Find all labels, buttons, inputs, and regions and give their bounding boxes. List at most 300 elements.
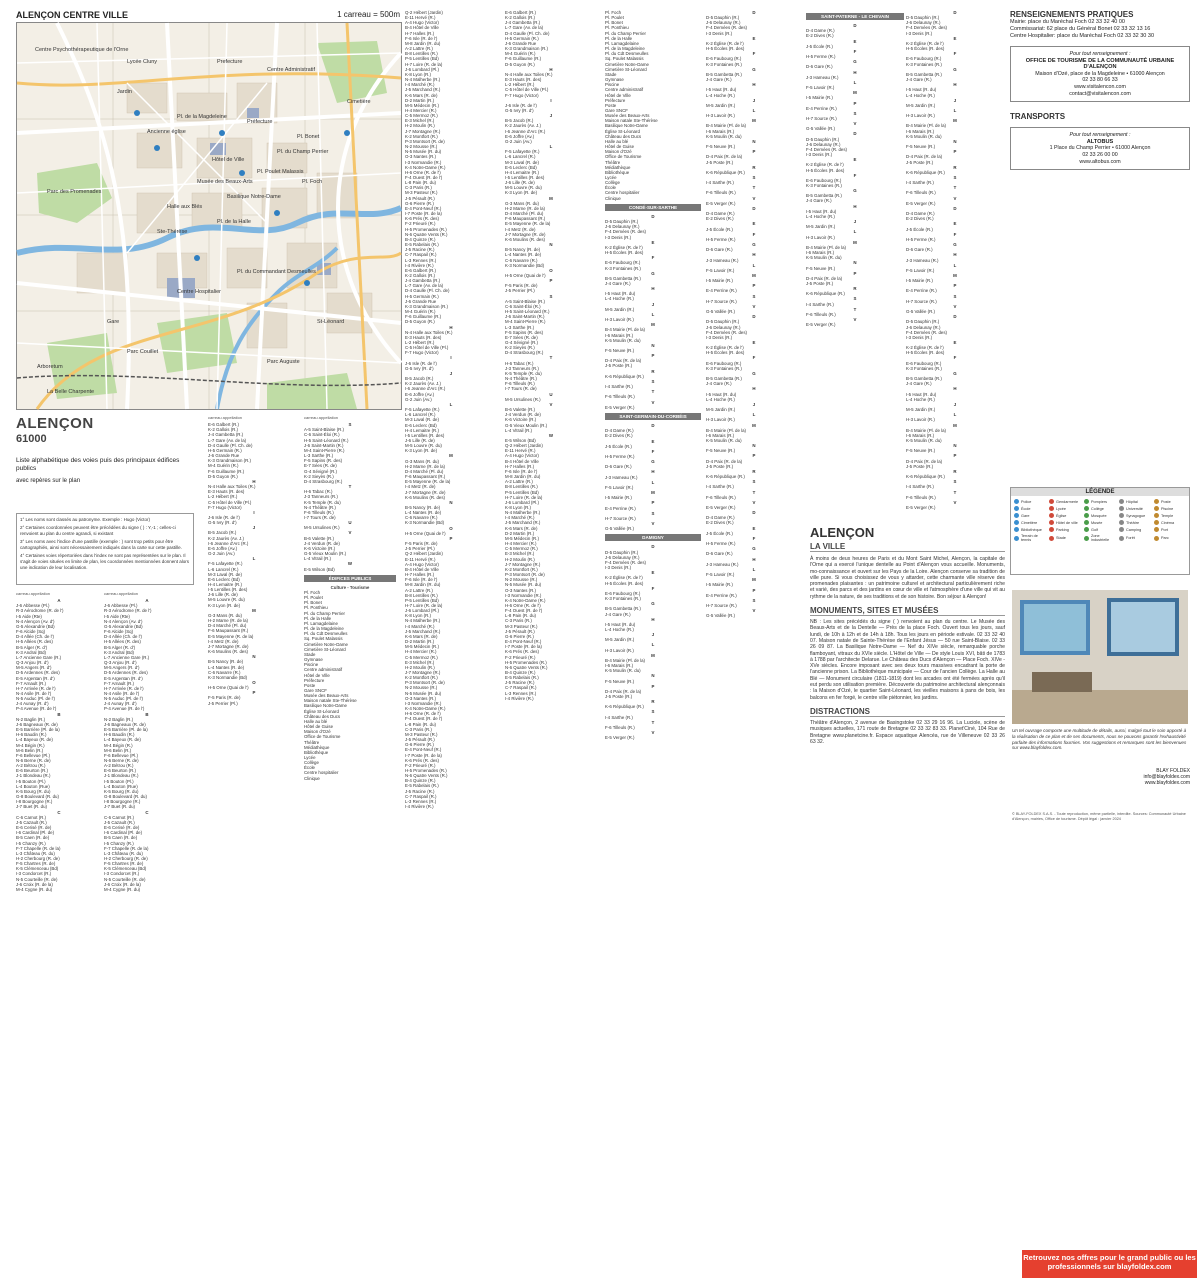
index-entry: J-7 Montagne (R.)	[505, 561, 541, 567]
index-entry: Basilique Notre-Dame	[605, 123, 648, 129]
index-entry: E-5 Argentan (R. d')	[104, 675, 143, 681]
index-letter: S	[651, 709, 655, 715]
index-entry: F-2 Prieuré (R.)	[405, 762, 436, 768]
index-entry: H-7 Source (R.)	[706, 602, 737, 608]
index-entry: J-6 Grande Rue	[208, 453, 240, 459]
index-entry: K-2 Montfort (R.)	[505, 566, 538, 572]
index-entry: O-3 Nantes (R.)	[505, 587, 536, 593]
index-entry: K-2 Église (R. de l')	[806, 162, 844, 168]
index-entry: F-4 Demées (R. des)	[706, 329, 747, 335]
map-label: Préfecture	[247, 119, 273, 125]
index-entry: Pl. Poulet	[605, 15, 624, 21]
index-letter: V	[953, 195, 957, 201]
index-letter: F	[953, 51, 957, 57]
index-entry: K-2 Église (R. de l')	[906, 40, 944, 46]
index-letter: J	[752, 401, 756, 407]
index-letter: B	[57, 711, 61, 717]
index-letter: J	[449, 370, 453, 376]
index-entry: P-3 Montsort (R. de)	[505, 572, 545, 578]
index-letter: I	[450, 355, 452, 361]
index-entry: J-5 Poste (R.)	[906, 463, 934, 469]
index-entry: Centre administratif	[605, 87, 644, 93]
index-entry: J-5 École (R.)	[806, 43, 833, 49]
index-entry: K-3 Normandie (Bd)	[405, 520, 445, 526]
legend-symbol-icon	[1049, 536, 1054, 541]
index-column-9	[806, 10, 904, 520]
index-entry: I-5 Mairie (R.)	[605, 495, 632, 501]
index-entry: F-6 Tilleuls (R.)	[605, 394, 635, 400]
index-entry: K-6 Mars (R. de)	[405, 92, 438, 98]
index-entry: Château des Ducs	[605, 133, 642, 139]
transports-address: 1 Place du Champ Perrier • 61000 Alençon	[1049, 145, 1151, 152]
index-entry: N-4 Asile (R. de l')	[104, 690, 140, 696]
index-entry: N-6 Quatre Vents (R.)	[405, 231, 448, 237]
index-entry: H-5 Ferme (R.)	[806, 54, 836, 60]
index-letter: D	[853, 131, 857, 137]
index-entry: M-4 Bégin (R.)	[104, 742, 133, 748]
index-letter: M	[953, 272, 957, 278]
index-entry: F-6 Guillaume (R.)	[208, 468, 245, 474]
index-entry: Centre administratif	[304, 667, 343, 673]
index-entry: B-4 Hôtel de Ville	[505, 458, 539, 464]
index-entry: D-4 Paix (R. de la)	[605, 688, 642, 694]
index-entry: D-4 Allée (Ch. de l')	[16, 634, 54, 640]
paragraph-la-ville: À moins de deux heures de Paris et du Mont Saint Michel, Alençon, la capitale de l'Orne qui a exercé l'unique dentelle au Point d'Alençon vous accueille. Monuments, mo-connaissance et ouvert sur les Pays de la Loire. Alençon conserve sa tradition de ville pure. Si vous choisissez de vous y attarder, cette charmante ville réserve des promenades plaisantes : un patrimoine culturel et architectural particulièrement riche et varié, des parcs et des jardins en cœur de ville et l'atmosphère d'une ville qui vit au rythme de la nature, de ses traditions et de son histoire. Bon séjour à Alençon!	[810, 556, 1005, 600]
legend-label: Gendarmerie	[1056, 499, 1079, 504]
index-letter: F	[651, 255, 655, 261]
index-entry: I-6 Marais (R.)	[906, 432, 935, 438]
index-entry: J-6 Lombard (Pl.)	[505, 499, 539, 505]
index-entry: I-6 Jeanne d'Arc (R.)	[208, 540, 249, 546]
index-entry: J-5 Cazault (R.)	[104, 819, 135, 825]
index-entry: B-5 Nancy (R. de)	[505, 247, 541, 253]
index-letter: A	[57, 598, 61, 604]
index-entry: J-4 Gare (R.)	[706, 381, 732, 387]
index-entry: J-5 Perrier (Pl.)	[505, 288, 535, 294]
index-entry: B-8 Lentilles (R.)	[405, 51, 438, 57]
index-entry: M-5 Jardin (R.)	[706, 102, 736, 108]
index-letter: E	[853, 38, 857, 44]
index-entry: K-6 République (R.)	[806, 291, 845, 297]
index-letter: G	[853, 59, 857, 65]
tourisme-email[interactable]: contact@visitalencon.com	[1069, 90, 1131, 97]
map-label: Musée des Beaux-Arts	[197, 179, 253, 185]
index-entry: A-2 Bétrou (R.)	[104, 763, 134, 769]
transports-phone: 02 33 26 00 00	[1082, 151, 1118, 158]
map-label: Pl. Foch	[302, 179, 323, 185]
index-entry: Maison natale Ste-Thérèse	[605, 118, 658, 124]
index-entry: J-5 Perrier (Pl.)	[208, 700, 238, 706]
index-entry: L-4 Vitrail (R.)	[505, 427, 532, 433]
index-entry: J-6 Delaunay (R.)	[706, 20, 741, 26]
index-entry: D-4 Gaulle (Pl. Ch. de)	[208, 442, 253, 448]
advert-banner[interactable]: Retrouvez nos offres pour le grand public ou les professionnels sur blayfoldex.com	[1022, 1250, 1197, 1278]
index-entry: J-6 Delaunay (R.)	[906, 324, 941, 330]
index-entry: Pl. Bonet	[605, 20, 623, 26]
index-letter: G	[752, 242, 756, 248]
index-entry: H-7 Loire (R. de la)	[505, 494, 543, 500]
index-entry: E-11 Hervé (R.)	[505, 448, 536, 454]
index-entry: L-4 Hoche (R.)	[906, 396, 935, 402]
index-entry: I-3 Condorcet (R.)	[16, 871, 52, 877]
index-entry: H-6 Baudin (R.)	[16, 732, 47, 738]
index-entry: K-2 Gallois (R.)	[208, 427, 239, 433]
index-entry: C-6 Carnot (R.)	[16, 814, 47, 820]
legend-item	[1014, 513, 1046, 518]
index-entry: N-4 Halle aux Toiles (R.)	[208, 484, 256, 490]
index-entry: N-4 Malherbe (R.)	[405, 618, 441, 624]
publisher-email[interactable]: info@blayfoldex.com	[1143, 774, 1190, 780]
index-letter: E	[752, 221, 756, 227]
index-letter: J	[953, 401, 957, 407]
tourisme-phone: 02 33 80 66 33	[1082, 77, 1118, 84]
legend-symbol-icon	[1049, 506, 1054, 511]
index-entry: C-5 Hôtel de Ville (Pl.)	[208, 499, 252, 505]
index-entry: K-3 Andral (Bd)	[16, 649, 47, 655]
index-entry: R-3 Aérodrome (R. de l')	[16, 608, 64, 614]
index-entry: D-5 Dauphin (R.)	[706, 15, 740, 21]
index-letter: N	[549, 242, 553, 248]
index-entry: I-6 Cardinal (Pl. de)	[16, 830, 55, 836]
index-entry: J-4 Gare (R.)	[605, 611, 631, 617]
index-entry: F-6 Tilleuls (R.)	[505, 381, 535, 387]
index-entry: E-6 Galbert (R.)	[505, 10, 536, 15]
legend-symbol-icon	[1014, 499, 1019, 504]
index-entry: N-6 Berne (R. de)	[16, 758, 51, 763]
note-4: 4° Certaines voies répertoriées dans l'index ne sont pas représentées sur le plan. Il s'agit de voies situées en limite de plan, les coordonnées mentionnées donnent alors une indication de leur localisation.	[20, 553, 189, 571]
index-entry: B-5 Gambetta (R.)	[706, 71, 742, 77]
index-letter: G	[651, 270, 655, 276]
index-entry: L-4 Nantes (R. de)	[405, 510, 442, 516]
index-entry: M-5 Jardin (R.)	[806, 224, 836, 230]
index-letter: M	[651, 652, 655, 658]
index-letter: P	[752, 283, 756, 289]
index-entry: D-6 Gare (R.)	[706, 551, 733, 557]
index-entry: K-6 République (R.)	[706, 474, 745, 480]
index-entry: B-5 Caen (R. de)	[16, 835, 50, 841]
index-entry: L-4 Bouton (Rue)	[104, 783, 138, 789]
index-entry: C-6 Navarre (R.)	[505, 257, 538, 263]
info-panel	[1010, 10, 1190, 170]
index-entry: F-6 Guillaume (R.)	[505, 56, 542, 62]
legend-item	[1154, 527, 1186, 532]
index-entry: F-5 Chartres (R. de)	[16, 861, 56, 867]
index-entry: F-4 Ouest (R. de l')	[405, 175, 443, 180]
index-entry: D-6 Gare (R.)	[605, 464, 632, 470]
index-entry: Centre hospitalier	[304, 770, 339, 776]
index-entry: C-6 Navarre (R.)	[405, 515, 438, 521]
legend-item	[1154, 534, 1186, 542]
street-list	[16, 598, 102, 892]
legend-grid	[1011, 496, 1189, 545]
index-entry: L-7 Gare (Av. de la)	[405, 283, 444, 289]
index-entry: J-3 Hameau (R.)	[806, 74, 839, 80]
index-entry: J-1 Blondeau (R.)	[104, 773, 139, 779]
index-entry: B-4 Mairie (Pl. de la)	[806, 244, 847, 250]
section-header-damigny: DAMIGNY	[605, 534, 701, 541]
index-entry: K-6 Victoire (R.)	[505, 417, 537, 423]
index-entry: E-11 Hervé (R.)	[405, 15, 436, 21]
index-entry: K-5 Clémenceau (Bd)	[16, 866, 59, 872]
index-entry: I-5 Mairie (R.)	[906, 278, 933, 284]
index-letter: L	[853, 79, 857, 85]
index-entry: K-2 Montfort (R.)	[405, 675, 438, 681]
index-entry: I-5 Lentilles (R. des)	[405, 432, 445, 438]
index-letter: S	[651, 510, 655, 516]
index-entry: G-5 Ivry (R. d')	[208, 520, 237, 526]
index-entry: Hôtel de Ville	[304, 672, 330, 678]
transports-website[interactable]: www.altobus.com	[1079, 158, 1121, 165]
index-letter: G	[752, 546, 756, 552]
map-label: Pl. Bonet	[297, 134, 320, 140]
index-entry: M-5 Ursulines (R.)	[304, 525, 340, 531]
index-entry: G-5 Vallée (R.)	[806, 126, 835, 132]
index-entry: E-6 Beurton (R.)	[16, 768, 48, 774]
legend-symbol-icon	[1154, 499, 1159, 504]
index-column-1	[16, 591, 102, 892]
index-entry: L-3 Rennes (R.)	[505, 690, 537, 696]
index-entry: K-2 Église (R. de l')	[706, 345, 744, 351]
index-entry: F-6 Tilleuls (R.)	[605, 724, 635, 730]
index-letter: P	[651, 500, 655, 506]
index-entry: E-3 Michel (R.)	[405, 118, 435, 124]
index-entry: I-5 Mairie (R.)	[806, 95, 833, 101]
legend-symbol-icon	[1084, 499, 1089, 504]
index-entry: F-5 Lavoir (R.)	[706, 572, 735, 578]
index-entry: H-4 Lemaitre (R.)	[405, 427, 439, 433]
map-label: Gare	[107, 319, 120, 325]
index-entry: L-3 Château (R. du)	[16, 850, 55, 856]
index-entry: B-5 Alger (R. d')	[16, 644, 48, 650]
index-entry: J-6 Grande Rue	[405, 298, 437, 304]
index-entry: L-7 Gare (Av. de la)	[208, 437, 247, 443]
index-entry: Pl. de la Halle	[304, 615, 332, 621]
index-entry: K-5 Clémenceau (Bd)	[104, 866, 147, 872]
index-entry: F-6 Bellevue (Pl.)	[16, 752, 50, 758]
index-entry: G-5 Vieux Moulin (R.)	[304, 551, 347, 557]
index-letter: H	[549, 66, 553, 72]
index-entry: G-2 Juin (Av.)	[405, 396, 432, 402]
index-entry: Gymnase	[605, 77, 624, 83]
index-entry: Pl. Foch	[605, 10, 622, 15]
index-entry: K-2 Église (R. de l')	[906, 345, 944, 351]
index-entry: D-6 Gare (R.)	[706, 247, 733, 253]
index-entry: K-6 Mars (R. de)	[405, 633, 438, 639]
index-entry: I-6 Jeanne d'Arc (R.)	[505, 128, 546, 134]
legend-item	[1119, 534, 1151, 542]
city-map[interactable]	[16, 22, 402, 410]
index-entry: D-4 Strasbourg (R.)	[505, 350, 544, 356]
index-entry: J-6 Delaunay (R.)	[706, 324, 741, 330]
legend-label: Piscine	[1161, 506, 1174, 511]
index-letter: W	[548, 432, 554, 438]
legend-symbol-icon	[1154, 513, 1159, 518]
index-entry: Sq. Poulet Malassis	[605, 56, 644, 62]
tourisme-website[interactable]: www.visitalencon.com	[1074, 83, 1126, 90]
legend-label: Cinéma	[1161, 520, 1175, 525]
index-entry: J-5 Poste (R.)	[806, 280, 834, 286]
index-entry: Gare SNCF	[605, 107, 628, 113]
index-entry: Q-2 Hébert (Jardin)	[405, 10, 443, 15]
legend-symbol-icon	[1154, 506, 1159, 511]
index-letter: H	[953, 252, 957, 258]
index-entry: Hôtel de Guise	[605, 144, 635, 150]
street-list	[706, 510, 802, 618]
index-entry: Médiathèque	[304, 744, 330, 750]
index-entry: K-5 Moulin (R. du)	[605, 337, 641, 343]
index-entry: D-4 Paix (R. de la)	[906, 458, 943, 464]
index-entry: Maison d'Ozé	[605, 149, 632, 155]
index-entry: J-6 Lille (R. de)	[505, 180, 535, 186]
index-entry: Cimetière Notre-Dame	[605, 61, 649, 67]
index-entry: I-3 Normandie (R.)	[505, 592, 542, 598]
index-entry: H-5 Écoles (R. des)	[906, 350, 945, 356]
index-entry: D-4 Marché (Pl. du)	[208, 623, 247, 629]
section-header-edifices: ÉDIFICES PUBLICS	[304, 575, 396, 582]
index-entry: H-5 Orne (Quai de l')	[208, 685, 249, 691]
section-monuments: MONUMENTS, SITES ET MUSÉES	[810, 606, 1005, 616]
index-entry: H-2 Moulin (R.)	[405, 123, 435, 129]
legend-symbol-icon	[1154, 536, 1159, 541]
index-entry: I-3 Denis (R.)	[906, 30, 933, 36]
street-list	[605, 544, 701, 740]
index-entry: B-5 Nancy (R. de)	[208, 659, 244, 665]
index-entry: H-7 Arrivée (R. de l')	[16, 685, 56, 691]
index-entry: H-7 Halles (R.)	[405, 572, 435, 578]
map-label: Pl. Poulet Malassis	[257, 169, 304, 175]
index-entry: F-4 Demées (R. des)	[605, 559, 646, 565]
index-entry: K-6 Victoire (R.)	[304, 545, 336, 551]
legend-symbol-icon	[1084, 527, 1089, 532]
legend-item	[1084, 506, 1116, 511]
index-letter: D	[853, 23, 857, 29]
index-column-4	[304, 415, 396, 835]
index-entry: I-8 Bourgogne (R.)	[16, 799, 53, 805]
index-entry: Pl. Foch	[304, 590, 321, 595]
index-entry: J-5 Poste (R.)	[706, 463, 734, 469]
index-entry: A-2 Lattre (R.)	[505, 479, 533, 485]
index-entry: E-6 Leclerc (Bd)	[505, 164, 537, 170]
index-entry: M-5 Jardin (R.)	[605, 306, 635, 312]
index-entry: M-5 Louvre (R. du)	[208, 597, 245, 603]
index-entry: C-5 Mermoz (R.)	[505, 546, 538, 552]
index-entry: H-5 Germain (R.)	[405, 293, 439, 299]
index-entry: I-3 Denis (R.)	[605, 234, 632, 240]
street-list	[505, 10, 597, 294]
index-entry: N-4 Alençon (Av. d')	[16, 618, 55, 624]
index-entry: Pl. du Champ Perrier	[304, 610, 345, 616]
index-entry: L-3 Rennes (R.)	[405, 257, 437, 263]
legend-symbol-icon	[1119, 513, 1124, 518]
index-entry: J-3 Tanneurs (R.)	[505, 365, 539, 371]
index-entry: M-5 Louvre (R. du)	[405, 443, 442, 449]
index-entry: K-6 Prés (R. des)	[405, 757, 439, 763]
index-entry: N-5 Auduc (Pl. de l')	[104, 696, 143, 702]
index-entry: G-2 Juin (Av.)	[505, 138, 532, 144]
legend-symbol-icon	[1084, 520, 1089, 525]
index-entry: Q-3 Anjou (R. d')	[104, 660, 137, 666]
index-entry: I-7 Tours (R. de)	[505, 386, 537, 392]
index-letter: M	[449, 453, 453, 459]
index-entry: F-5 Paris (R. de)	[505, 283, 538, 289]
index-entry: E-6 Faubourg (R.)	[806, 177, 842, 183]
index-entry: F-2 Prieuré (R.)	[505, 654, 536, 660]
index-entry: J-4 Aunay (R. d')	[16, 701, 49, 707]
index-entry: D-4 Dame (R.)	[706, 211, 735, 217]
index-entry: K-6 République (R.)	[906, 169, 945, 175]
index-letter: F	[853, 48, 857, 54]
index-entry: École	[605, 185, 616, 191]
index-entry: K-3 Lyon (R. de)	[405, 448, 438, 454]
index-entry: A-2 Lattre (R.)	[405, 587, 433, 593]
index-letter: R	[853, 286, 857, 292]
index-entry: H-2 Marne (R. de la)	[505, 205, 546, 211]
index-entry: Maison d'Ozé	[304, 729, 331, 735]
legend-item	[1119, 520, 1151, 525]
index-letter: S	[953, 293, 957, 299]
index-entry: L-4 Vitrail (R.)	[304, 556, 331, 562]
index-entry: I-4 Sarthe (R.)	[706, 180, 734, 186]
index-entry: Médiathèque	[605, 164, 631, 170]
index-entry: E-3 Hauts (R. des)	[208, 489, 245, 495]
legend-item	[1049, 520, 1081, 525]
index-entry: K-6 Moulins (R. des)	[505, 236, 546, 242]
index-letter: S	[953, 175, 957, 180]
index-subtitle: Liste alphabétique des voies puis des principaux édifices publics	[16, 457, 180, 473]
index-entry: H-2 Marne (R. de la)	[405, 463, 446, 469]
index-entry: Bibliothèque	[605, 169, 630, 175]
index-entry: Église St-Léonard	[605, 128, 640, 134]
index-entry: L-6 Lancrel (R.)	[405, 412, 436, 418]
transports-name: ALTOBUS	[1086, 138, 1114, 145]
publisher-website[interactable]: www.blayfoldex.com	[1144, 780, 1190, 786]
index-letter: V	[752, 608, 756, 614]
index-entry: M-5 Louvre (R. du)	[505, 185, 542, 191]
index-entry: B-5 Caen (R. de)	[104, 835, 138, 841]
index-letter: P	[953, 149, 957, 155]
renseignements-title: RENSEIGNEMENTS PRATIQUES	[1010, 10, 1134, 19]
index-entry: M-5 Jardin (R.)	[706, 407, 736, 413]
index-entry: F-2 Prieuré (R.)	[405, 221, 436, 227]
index-entry: L-4 Hoche (R.)	[706, 396, 735, 402]
index-letter: H	[853, 203, 857, 209]
index-entry: E-6 Beurton (R.)	[104, 768, 136, 774]
index-entry: K-3 Andral (Bd)	[104, 649, 135, 655]
index-entry: E-5 Rabelais (R.)	[405, 242, 439, 248]
index-entry: Pl. Poulet	[304, 595, 323, 601]
paragraph-distractions: Théâtre d'Alençon, 2 avenue de Basingstoke 02 33 29 16 96. La Luciole, scène de musiques actuelles, 171 route de Bretagne 02 33 32 83 33. Planet'Ciné, 104 Rue de Bretagne www.planetcine.fr. Espace aquatique Alencéa, rue de Villeneuve 02 33 26 63 32.	[810, 719, 1005, 745]
index-entry: K-6 Moulins (R. des)	[208, 649, 249, 655]
index-entry: F-7 Hugo (Victor)	[405, 350, 439, 356]
index-entry: D-5 Dauphin (R.)	[706, 319, 740, 325]
index-letter: T	[752, 489, 756, 495]
index-entry: E-11 Hervé (R.)	[405, 556, 436, 562]
index-entry: K-6 Prés (R. des)	[505, 649, 539, 655]
index-letter: M	[853, 90, 857, 96]
index-entry: D-5 Dauphin (R.)	[906, 319, 940, 325]
index-entry: M-6 Belin (R.)	[16, 747, 44, 753]
index-entry: H-6 Orne (R. de l')	[505, 602, 541, 608]
index-letter: F	[752, 355, 756, 361]
index-entry: F-5 Neuve (R.)	[605, 678, 635, 684]
index-entry: D-4 Marché (Pl. du)	[505, 211, 544, 217]
map-label: Arboretum	[37, 364, 63, 370]
index-entry: I-6 Marais (R.)	[706, 432, 735, 438]
index-entry: E-5 Wilson (Bd)	[304, 566, 335, 572]
index-entry: Pl. de la Magdeleine	[304, 626, 344, 632]
street-list	[906, 206, 1004, 314]
legend-symbol-icon	[1119, 536, 1124, 541]
